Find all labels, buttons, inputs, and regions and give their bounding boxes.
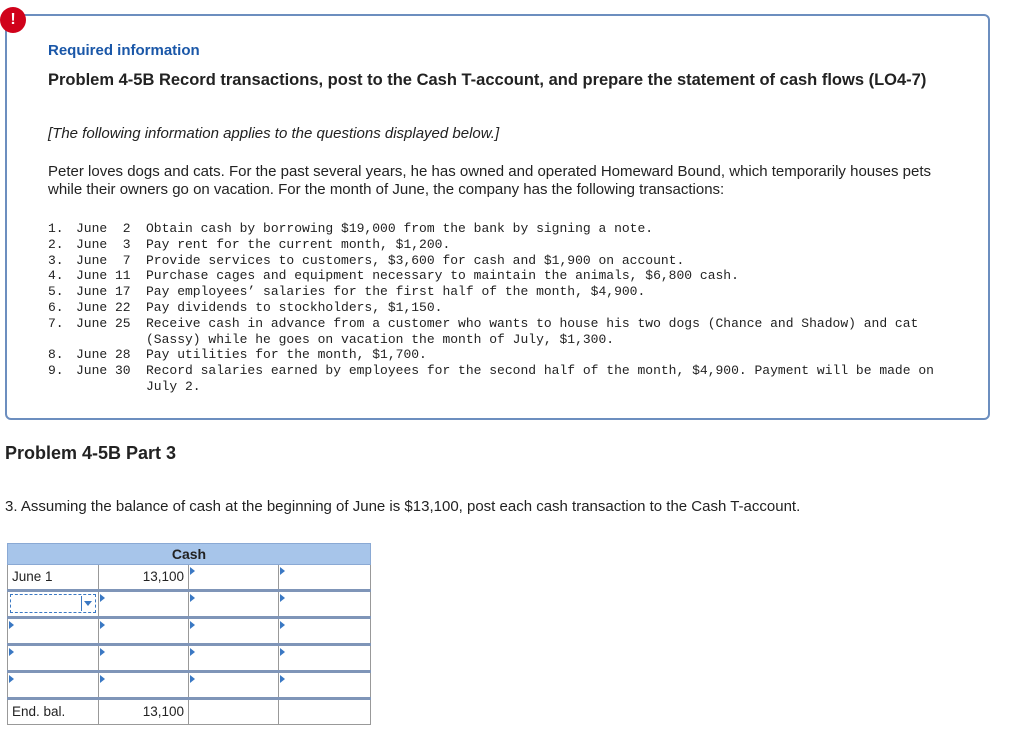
info-note: [The following information applies to the questions displayed below.] (48, 125, 500, 142)
problem-title: Problem 4-5B Record transactions, post to the Cash T-account, and prepare the statement of cash flows (LO4-7) (48, 71, 927, 89)
input-marker-icon (280, 567, 285, 575)
cash-t-account (7, 543, 371, 725)
beginning-balance: 13,100 (99, 565, 189, 589)
ending-balance: 13,100 (99, 700, 189, 724)
input-marker-icon (280, 621, 285, 629)
list-item: 5. June 17 Pay employees’ salaries for the first half of the month, $4,900. (48, 284, 646, 300)
problem-intro: Peter loves dogs and cats. For the past several years, he has owned and operated Homeward Bound, which temporarily houses pets while their owners go on vacation. For the month of June, the company has the following transactions: (48, 163, 931, 198)
input-marker-icon (9, 648, 14, 656)
ending-label: End. bal. (7, 700, 99, 724)
ending-credit-amount (279, 700, 371, 724)
input-marker-icon (190, 675, 195, 683)
input-marker-icon (190, 594, 195, 602)
list-item: 8. June 28 Pay utilities for the month, $1,700. (48, 347, 427, 363)
input-marker-icon (190, 567, 195, 575)
input-marker-icon (190, 648, 195, 656)
debit-amount-cell[interactable] (99, 619, 189, 643)
chevron-down-icon (84, 601, 92, 606)
part-title: Problem 4-5B Part 3 (5, 443, 177, 463)
credit-label-cell[interactable] (189, 592, 279, 616)
beginning-label: June 1 (7, 565, 99, 589)
list-item: 1. June 2 Obtain cash by borrowing $19,000 from the bank by signing a note. (48, 221, 654, 236)
credit-amount-cell[interactable] (279, 646, 371, 670)
transaction-list (48, 221, 946, 395)
credit-amount-cell[interactable] (279, 619, 371, 643)
credit-label-cell[interactable] (189, 565, 279, 589)
table-row (7, 700, 371, 725)
debit-amount-cell[interactable] (99, 592, 189, 616)
ending-credit-label (189, 700, 279, 724)
list-item: 2. June 3 Pay rent for the current month, $1,200. (48, 236, 451, 252)
question-text: 3. Assuming the balance of cash at the beginning of June is $13,100, post each cash transaction to the Cash T-account. (5, 498, 801, 515)
date-select[interactable] (7, 619, 99, 643)
list-item: 7. June 25 Receive cash in advance from a customer who wants to house his two dogs (Chance and Shadow) and cat (Sassy) while he goes on vacation the month of July, $1,300. (48, 315, 919, 347)
t-account-title: Cash (7, 543, 371, 565)
credit-label-cell[interactable] (189, 673, 279, 697)
input-marker-icon (280, 594, 285, 602)
date-dropdown[interactable] (10, 594, 96, 613)
date-select[interactable] (7, 646, 99, 670)
list-item: 6. June 22 Pay dividends to stockholders, $1,150. (48, 299, 443, 315)
input-marker-icon (100, 675, 105, 683)
input-marker-icon (280, 648, 285, 656)
table-row (7, 646, 371, 673)
list-item: 4. June 11 Purchase cages and equipment necessary to maintain the animals, $6,800 cash. (48, 268, 739, 284)
table-row (7, 619, 371, 646)
debit-amount-cell[interactable] (99, 646, 189, 670)
input-marker-icon (100, 621, 105, 629)
credit-amount-cell[interactable] (279, 592, 371, 616)
table-row (7, 565, 371, 592)
table-row (7, 673, 371, 700)
input-marker-icon (9, 675, 14, 683)
input-marker-icon (9, 621, 14, 629)
credit-amount-cell[interactable] (279, 565, 371, 589)
date-select[interactable] (7, 673, 99, 697)
table-row (7, 592, 371, 619)
input-marker-icon (100, 594, 105, 602)
required-info-heading: Required information (48, 42, 200, 59)
date-select[interactable] (7, 592, 99, 616)
credit-label-cell[interactable] (189, 619, 279, 643)
debit-amount-cell[interactable] (99, 673, 189, 697)
input-marker-icon (190, 621, 195, 629)
input-marker-icon (100, 648, 105, 656)
alert-icon: ! (0, 7, 26, 33)
list-item: 3. June 7 Provide services to customers, $3,600 for cash and $1,900 on account. (48, 252, 685, 268)
input-marker-icon (280, 675, 285, 683)
list-item: 9. June 30 Record salaries earned by employees for the second half of the month, $4,900. Payment will be made on July 2. (48, 363, 934, 394)
credit-amount-cell[interactable] (279, 673, 371, 697)
credit-label-cell[interactable] (189, 646, 279, 670)
